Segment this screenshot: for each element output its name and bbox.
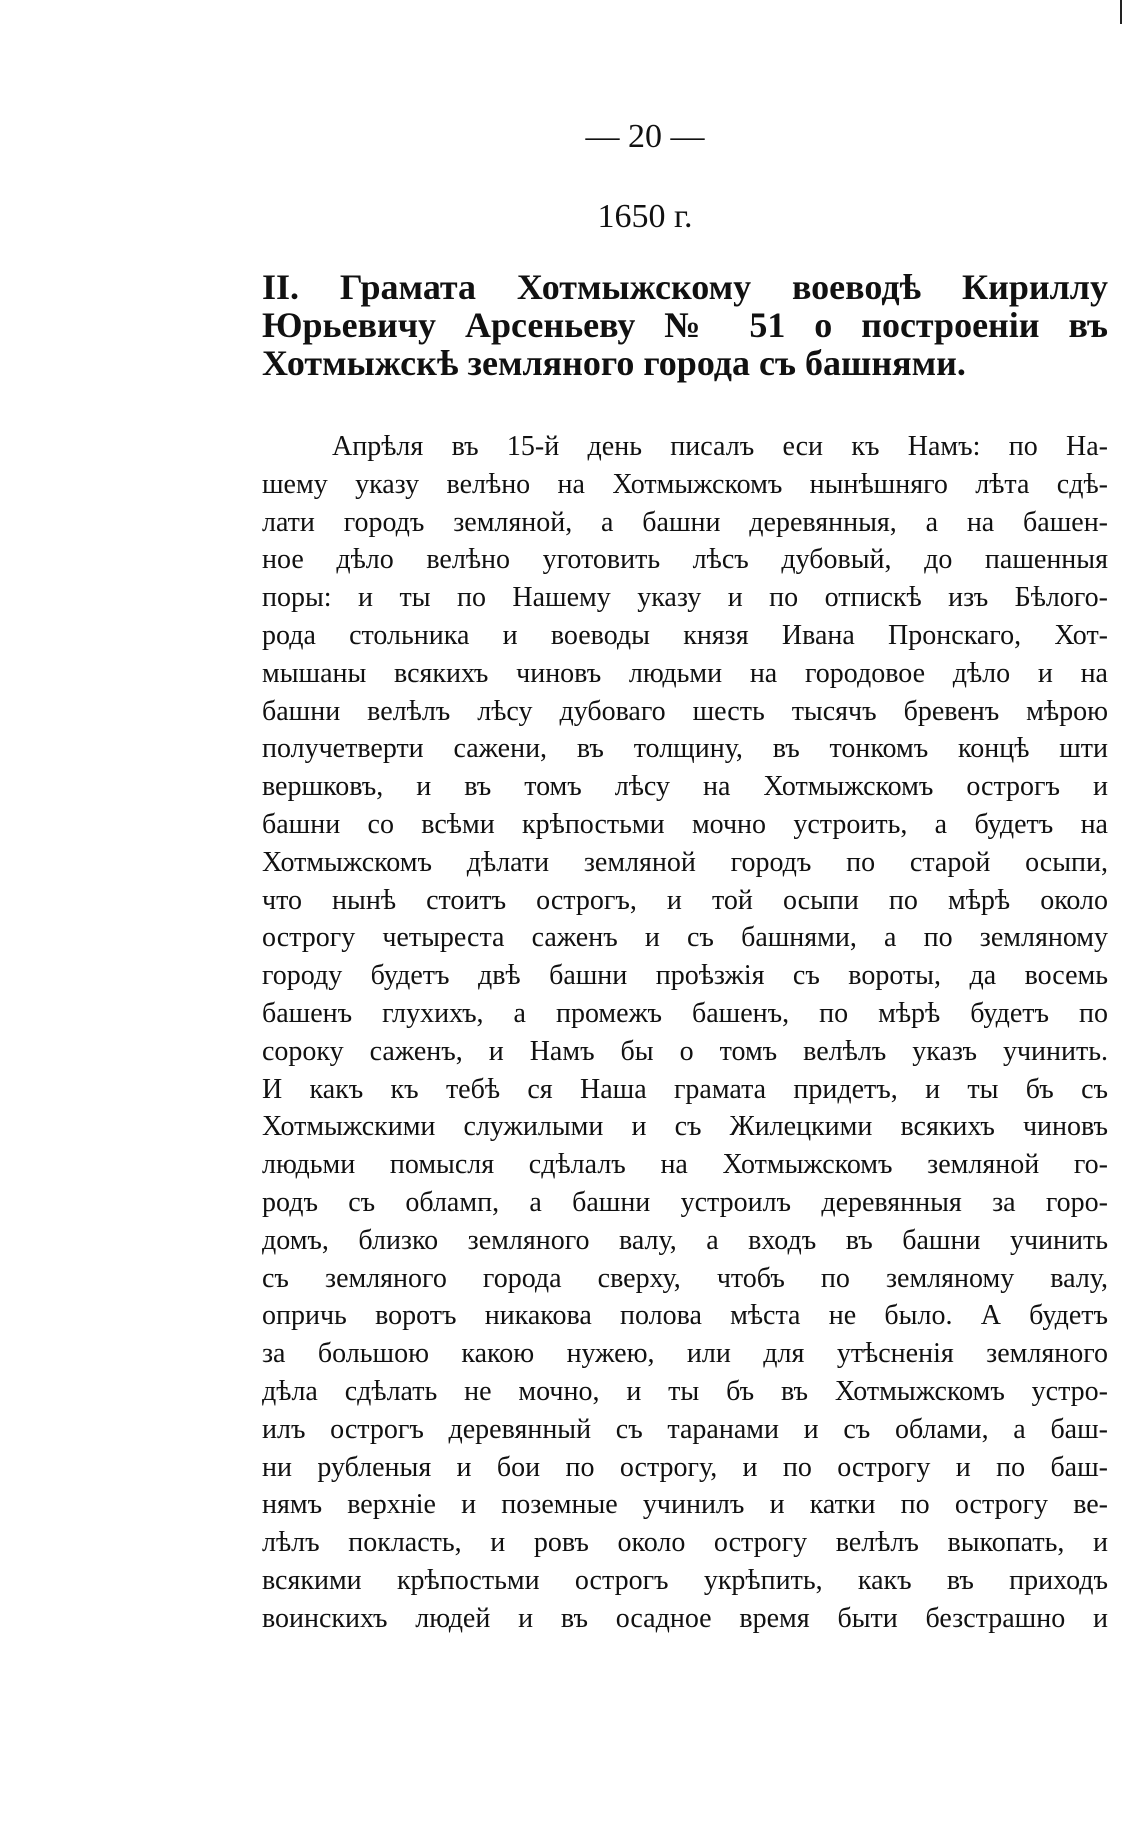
body-line: башни велѣлъ лѣсу дубоваго шесть тысячъ бревенъ мѣрою [262, 695, 1108, 727]
body-line: И какъ къ тебѣ ся Наша грамата придетъ, и ты бъ съ [262, 1073, 1108, 1105]
page-edge-mark [1120, 0, 1122, 24]
body-line: что нынѣ стоитъ острогъ, и той осыпи по мѣрѣ около [262, 884, 1108, 916]
body-line: Апрѣля въ 15-й день писалъ еси къ Намъ: по На- [332, 431, 1108, 462]
body-line: всякими крѣпостьми острогъ укрѣпить, какъ въ приходъ [262, 1564, 1108, 1596]
body-line: ни рубленыя и бои по острогу, и по острогу и по баш- [262, 1451, 1108, 1483]
body-line: дѣла сдѣлать не мочно, и ты бъ въ Хотмыжскомъ устро- [262, 1375, 1108, 1407]
body-line: городу будетъ двѣ башни проѣзжія съ вороты, да восемь [262, 960, 1108, 992]
body-line: Хотмыжскими служилыми и съ Жилецкими всякихъ чиновъ [262, 1111, 1108, 1143]
body-line: шему указу велѣно на Хотмыжскомъ нынѣшняго лѣта сдѣ- [262, 468, 1108, 500]
page-number: — 20 — [585, 118, 705, 155]
body-line: лати городъ земляной, а башни деревянныя, а на башен- [262, 506, 1108, 538]
document-body [262, 428, 1108, 1638]
body-line: людьми помысля сдѣлалъ на Хотмыжскомъ земляной го- [262, 1149, 1108, 1181]
title-line: II. Грамата Хотмыжскому воеводѣ Кириллу [262, 267, 1108, 307]
body-line: башни со всѣми крѣпостьми мочно устроить, а будетъ на [262, 808, 1108, 840]
body-line: вершковъ, и въ томъ лѣсу на Хотмыжскомъ острогъ и [262, 771, 1108, 803]
body-line: рода стольника и воеводы князя Ивана Пронскаго, Хот- [262, 619, 1108, 651]
body-line: получетверти сажени, въ толщину, въ тонкомъ концѣ шти [262, 733, 1108, 765]
body-line: поры: и ты по Нашему указу и по отпискѣ изъ Бѣлого- [262, 582, 1108, 614]
body-line: сороку саженъ, и Намъ бы о томъ велѣлъ указъ учинить. [262, 1035, 1108, 1067]
body-line: башенъ глухихъ, а промежъ башенъ, по мѣрѣ будетъ по [262, 997, 1108, 1029]
body-line: Хотмыжскомъ дѣлати земляной городъ по старой осыпи, [262, 846, 1108, 878]
body-line: за большою какою нужею, или для утѣсненія земляного [262, 1338, 1108, 1370]
body-line: ное дѣло велѣно уготовить лѣсъ дубовый, до пашенныя [262, 544, 1108, 576]
body-line: мышаны всякихъ чиновъ людьми на городовое дѣло и на [262, 657, 1108, 689]
body-line: домъ, близко земляного валу, а входъ въ башни учинить [262, 1224, 1108, 1256]
body-line: острогу четыреста саженъ и съ башнями, а по земляному [262, 922, 1108, 954]
body-line: воинскихъ людей и въ осадное время быти безстрашно и [262, 1602, 1108, 1634]
body-line: опричь воротъ никакова полова мѣста не было. А будетъ [262, 1300, 1108, 1332]
document-title [262, 268, 1108, 382]
document-year: 1650 г. [597, 198, 693, 235]
body-line: нямъ верхніе и поземные учинилъ и катки по острогу ве- [262, 1489, 1108, 1521]
body-line: илъ острогъ деревянный съ таранами и съ облами, а баш- [262, 1413, 1108, 1445]
title-line: Хотмыжскѣ земляного города съ башнями. [262, 343, 966, 383]
title-line: Юрьевичу Арсеньеву № 51 о построеніи въ [262, 305, 1108, 345]
body-line: лѣлъ покласть, и ровъ около острогу велѣлъ выкопать, и [262, 1527, 1108, 1559]
body-line: съ земляного города сверху, чтобъ по земляному валу, [262, 1262, 1108, 1294]
body-line: родъ съ обламп, а башни устроилъ деревянныя за горо- [262, 1186, 1108, 1218]
